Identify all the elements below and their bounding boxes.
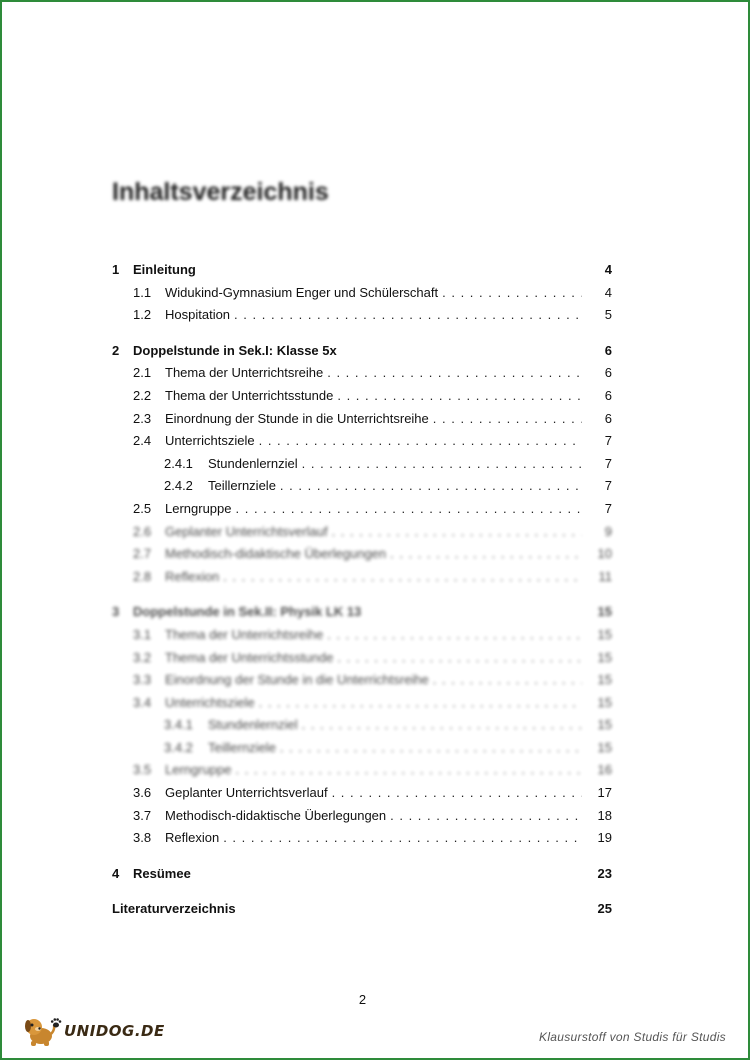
toc-entry-title: Literaturverzeichnis [112,901,236,917]
toc-entry[interactable] [112,546,612,569]
page-number: 2 [358,992,367,1007]
toc-entry-title: Lerngruppe [165,762,232,778]
dot-leader [302,456,582,471]
toc-entry-page: 4 [604,262,612,277]
dot-leader [337,388,582,403]
toc-entry-title: Geplanter Unterrichtsverlauf [165,785,328,801]
toc-entry-title: Methodisch-didaktische Überlegungen [165,807,387,823]
toc-entry-number: 1.1 [133,284,152,300]
toc-entry-number: 2.2 [133,387,152,403]
dot-leader [327,365,582,380]
toc-entry-page: 7 [604,478,612,494]
toc-entry-number: 3.5 [133,762,152,778]
toc-entry-number: 2.3 [133,410,152,426]
dot-leader [390,546,582,561]
toc-entry-page: 25 [597,901,612,917]
toc-entry-title: Reflexion [165,568,220,584]
toc-entry-page: 19 [597,830,612,846]
dot-leader [236,501,583,516]
toc-entry-page: 15 [597,717,612,733]
toc-entry-title: Stundenlernziel [208,455,298,471]
toc-entry-number: 2.6 [133,523,152,539]
toc-entry-number: 1 [112,262,120,277]
dot-leader [302,717,582,732]
dot-leader [337,650,582,665]
toc-entry-title: Unterrichtsziele [165,694,255,710]
toc-entry[interactable] [112,262,612,285]
toc-entry[interactable] [112,627,612,650]
toc-entry[interactable] [112,569,612,592]
toc-entry-number: 2.4.2 [164,478,193,494]
toc-entry[interactable] [112,501,612,524]
toc-entry-title: Hospitation [165,307,231,323]
toc-entry-title: Reflexion [165,830,220,846]
toc-entry-page: 16 [597,762,612,778]
toc-entry[interactable] [112,830,612,853]
toc-entry-title: Resümee [133,865,191,881]
toc-entry-page: 17 [597,785,612,801]
toc-entry-title: Thema der Unterrichtsstunde [165,387,334,403]
toc-entry-title: Unterrichtsziele [165,433,255,449]
toc-entry-title: Einordnung der Stunde in die Unterrichtsreihe [165,410,429,426]
dot-leader [327,627,582,642]
table-of-contents [112,262,612,924]
toc-entry-page: 15 [597,649,612,665]
toc-entry-page: 7 [604,500,612,516]
toc-entry-page: 6 [604,387,612,403]
toc-entry[interactable] [112,762,612,785]
toc-entry-title: Doppelstunde in Sek.I: Klasse 5x [133,342,337,358]
toc-entry-page: 15 [597,626,612,642]
toc-entry[interactable] [112,785,612,808]
dot-leader [259,695,582,710]
logo-text: UNIDOG.DE [64,1022,165,1040]
toc-entry-page: 23 [597,865,612,881]
toc-entry-number: 3.6 [133,785,152,801]
toc-entry-number: 1.2 [133,307,152,323]
toc-entry-number: 2 [112,342,120,358]
toc-entry-page: 10 [597,546,612,562]
toc-entry-page: 7 [604,433,612,449]
toc-entry-title: Stundenlernziel [208,717,298,733]
dot-leader [280,478,582,493]
toc-entry-number: 2.1 [133,365,152,381]
toc-entry[interactable] [112,808,612,831]
toc-entry-number: 3.8 [133,830,152,846]
toc-entry[interactable] [112,740,612,763]
toc-entry-title: Thema der Unterrichtsreihe [165,365,324,381]
toc-entry[interactable] [112,672,612,695]
toc-entry-title: Widukind-Gymnasium Enger und Schülerschaft [165,284,439,300]
toc-entry-title: Teillernziele [208,478,276,494]
toc-entry-page: 11 [598,568,612,584]
paw-icon [50,1017,62,1029]
toc-entry-title: Lerngruppe [165,500,232,516]
toc-entry[interactable] [112,388,612,411]
toc-entry-page: 15 [597,672,612,688]
toc-entry[interactable] [112,411,612,434]
toc-entry-number: 3.7 [133,807,152,823]
toc-entry-title: Geplanter Unterrichtsverlauf [165,523,328,539]
toc-entry-number: 3.3 [133,672,152,688]
toc-entry-number: 3 [112,604,120,620]
toc-entry-page: 18 [597,807,612,823]
footer-tagline: Klausurstoff von Studis für Studis [539,1030,726,1044]
dot-leader [442,285,582,300]
toc-entry[interactable] [112,285,612,308]
dot-leader [223,830,582,845]
toc-entry-number: 2.4.1 [164,455,193,471]
toc-entry[interactable] [112,866,612,889]
dot-leader [234,307,582,322]
toc-entry-page: 15 [597,694,612,710]
toc-entry-number: 2.7 [133,546,152,562]
dot-leader [223,569,582,584]
dot-leader [433,411,582,426]
toc-entry-number: 3.4.2 [164,739,193,755]
toc-entry[interactable] [112,524,612,547]
toc-entry-number: 3.1 [133,626,152,642]
toc-entry-page: 9 [604,523,612,539]
toc-entry-page: 5 [604,307,612,323]
toc-entry[interactable] [112,695,612,718]
dot-leader [236,762,583,777]
toc-entry-title: Thema der Unterrichtsreihe [165,626,324,642]
toc-entry[interactable] [112,343,612,366]
toc-entry-title: Thema der Unterrichtsstunde [165,649,334,665]
toc-entry-number: 2.5 [133,500,152,516]
toc-entry-title: Einleitung [133,262,196,277]
toc-entry[interactable] [112,717,612,740]
toc-heading: Inhaltsverzeichnis [112,178,329,206]
toc-entry-title: Doppelstunde in Sek.II: Physik LK 13 [133,604,362,620]
toc-entry-title: Methodisch-didaktische Überlegungen [165,546,387,562]
toc-entry[interactable] [112,604,612,627]
toc-entry-page: 6 [604,410,612,426]
toc-entry-page: 6 [604,365,612,381]
toc-entry[interactable] [112,901,612,924]
dot-leader [433,672,582,687]
toc-entry-number: 2.8 [133,568,152,584]
dot-leader [280,740,582,755]
toc-entry-page: 4 [604,284,612,300]
dot-leader [332,785,582,800]
toc-entry-number: 2.4 [133,433,152,449]
toc-entry-title: Einordnung der Stunde in die Unterrichtsreihe [165,672,429,688]
toc-entry-page: 6 [604,342,612,358]
toc-entry-page: 15 [597,604,612,620]
toc-entry-page: 15 [597,739,612,755]
dot-leader [332,524,582,539]
toc-entry-number: 3.4 [133,694,152,710]
toc-entry-title: Teillernziele [208,739,276,755]
toc-entry-number: 3.4.1 [164,717,193,733]
toc-entry[interactable] [112,456,612,479]
toc-entry[interactable] [112,433,612,456]
toc-entry[interactable] [112,650,612,673]
toc-entry-number: 4 [112,865,120,881]
toc-entry-page: 7 [604,455,612,471]
toc-entry[interactable] [112,478,612,501]
dot-leader [390,808,582,823]
unidog-logo[interactable] [22,1013,165,1049]
toc-entry[interactable] [112,307,612,330]
toc-entry[interactable] [112,365,612,388]
toc-entry-number: 3.2 [133,649,152,665]
dot-leader [259,433,582,448]
